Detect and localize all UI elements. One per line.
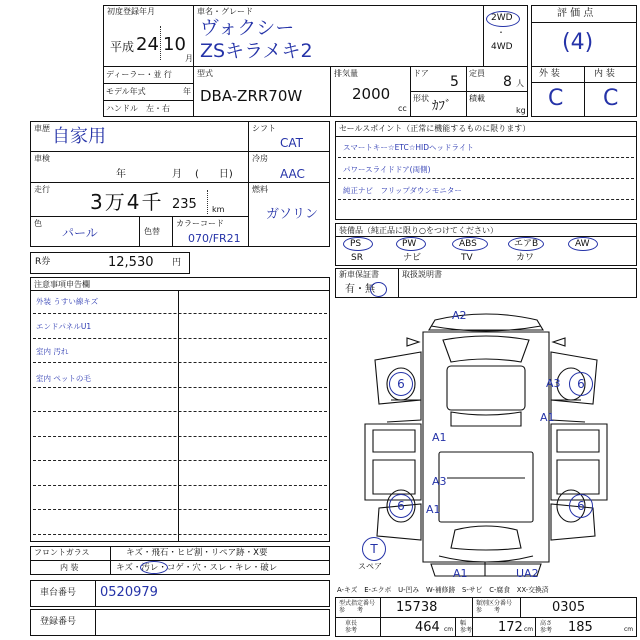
dealer-label: ディーラー・並 行 [106,70,172,79]
interior-cond-label: 内 装 [60,563,79,572]
displacement-value: 2000 [352,85,391,103]
model-name-label: 車名・グレード [197,7,253,16]
usage-value: 自家用 [52,126,106,147]
doors-label: ドア [413,69,429,78]
mileage-value: 3万4千 [90,190,164,214]
note-rule-line [33,436,327,437]
ac-value: AAC [280,167,305,181]
equip-aw: AW [575,239,590,249]
exterior-label: 外 装 [539,69,560,79]
fuel-value: ガソリン [266,207,319,222]
damage-mark: UA2 [516,567,539,580]
note-item: 室内 汚れ [36,347,69,356]
damage-mark: A1 [432,431,447,444]
spare-label: スペア [358,562,382,571]
damage-mark: A1 [426,503,441,516]
inspection-month: 月 [172,169,182,180]
model-type-value: 15738 [396,600,438,615]
length-label: 車長 参考 [345,620,358,635]
note-item: エンドパネルU1 [36,322,92,331]
ac-label: 冷房 [252,154,268,163]
equip-pw: PW [402,239,417,249]
reg-month: 10 [163,34,186,55]
interior-cond-value: キズ・汚レ・コゲ・穴・スレ・キレ・破レ [116,563,278,573]
damage-legend: A-キズ E-エクボ U-凹み W-補修跡 S-サビ C-腐食 XX-交換済 [337,586,549,594]
equip-leather: カワ [516,253,535,263]
type-value: DBA-ZRR70W [200,87,303,105]
damage-mark: A2 [452,309,467,322]
class-label: 類別区分番号 参 考 [476,600,513,615]
drive-4wd: 4WD [491,42,513,52]
interior-dirty-circle [140,561,168,574]
width-label: 幅 参考 [460,620,473,635]
mileage-unit: km [212,205,225,214]
color-value: パール [62,226,98,240]
sales-point-item: 純正ナビ フリップダウンモニター [343,186,462,195]
usage-label: 車歴 [34,124,50,133]
sales-point-item: パワースライドドア(両側) [343,165,431,174]
model-type-label: 型式指定番号 参 考 [339,600,376,615]
type-label: 型式 [197,69,213,78]
handle-label: ハンドル 左・右 [106,104,170,113]
class-value: 0305 [552,600,586,615]
color-change-label: 色替 [144,227,160,236]
height-unit: cm [624,626,634,633]
displacement-unit: cc [398,104,407,113]
first-reg-label: 初度登録年月 [107,7,155,16]
color-code-label: カラーコード [176,219,224,228]
note-rule-line [33,411,327,412]
height-label: 高さ 参考 [540,620,553,635]
recycle-value: 12,530 [108,255,154,270]
tire-mark-rear-left: 6 [389,494,413,518]
capacity-value: 8 [503,74,512,90]
notes-label: 注意事項申告欄 [34,280,90,289]
capacity-unit: 人 [516,79,524,88]
damage-mark: A3 [432,475,447,488]
manual-label: 取扱説明書 [402,270,442,279]
capacity-label: 定員 [469,69,485,78]
load-label: 積載 [469,94,485,103]
damage-mark: A1 [540,411,555,424]
note-rule-line [33,485,327,486]
sales-point-item: スマートキー☆ETC☆HIDヘッドライト [343,143,474,152]
mileage-extra: 235 [172,197,197,212]
warranty-value: 有・無 [345,284,375,295]
chassis-value: 0520979 [100,585,158,600]
recycle-unit: 円 [172,258,182,268]
tire-mark-front-right: 6 [569,372,593,396]
drive-2wd: 2WD [491,13,513,23]
grade: ZSキラメキ2 [200,40,313,62]
displacement-label: 排気量 [334,69,358,78]
length-unit: cm [444,626,454,633]
score-value: (4) [562,30,594,55]
note-rule-line [33,313,327,314]
month-unit: 月 [185,54,193,63]
doors-value: 5 [450,74,459,90]
equip-abs: ABS [459,239,477,249]
model-year-label: モデル年式 [106,87,146,96]
note-item: 室内 ペットの毛 [36,374,91,383]
sales-points-label: セールスポイント（正常に機能するものに限ります） [339,124,531,133]
notes-box [30,277,330,542]
warranty-label: 新車保証書 [339,270,379,279]
equip-ps: PS [350,239,362,249]
era: 平成 [110,40,135,54]
chassis-label: 車台番号 [40,588,77,598]
width-unit: cm [524,626,534,633]
registration-label: 登録番号 [40,617,77,627]
note-rule-line [33,534,327,535]
drive-dot: ・ [497,28,505,37]
width-value: 172 [498,620,523,635]
reg-year: 24 [136,34,159,55]
damage-mark: A3 [546,377,561,390]
warranty-circle [370,282,387,297]
model-year-unit: 年 [183,87,191,96]
note-rule-line [33,387,327,388]
equip-tv: TV [461,253,473,263]
shift-label: シフト [252,124,276,133]
mileage-label: 走行 [34,185,50,194]
equip-airbag: エアB [514,239,539,249]
color-code-value: 070/FR21 [188,232,241,245]
load-unit: kg [516,106,526,115]
tire-mark-front-left: 6 [389,372,413,396]
exterior-value: C [548,86,564,111]
height-value: 185 [568,620,593,635]
windshield-value: キズ・飛石・ヒビ割・リペア跡・X要 [126,548,268,558]
shape-label: 形状 [413,94,429,103]
model-name: ヴォクシー [200,17,295,39]
equip-navi: ナビ [403,253,422,263]
note-rule-line [33,509,327,510]
spare-tire-mark: T [362,537,386,561]
inspection-year: 年 [116,169,126,180]
inspection-label: 車検 [34,154,50,163]
recycle-label: R券 [35,257,51,267]
note-rule-line [33,460,327,461]
damage-mark: A1 [453,567,468,580]
score-label: 評 価 点 [557,8,594,19]
interior-value: C [603,86,619,111]
tire-mark-rear-right: 6 [569,494,593,518]
equip-sr: SR [351,253,363,263]
shape-value: ｶﾌﾞ [432,99,452,114]
fuel-label: 燃料 [252,185,268,194]
color-label: 色 [34,219,42,228]
note-item: 外装 うすい線キズ [36,297,99,306]
note-rule-line [33,362,327,363]
length-value: 464 [415,620,440,635]
inspection-day: ( 日) [195,169,233,180]
shift-value: CAT [280,136,303,150]
interior-label: 内 装 [594,69,615,79]
windshield-label: フロントガラス [34,548,90,557]
equipment-label: 装備品（純正品に限り○をつけてください） [339,226,498,235]
note-rule-line [33,338,327,339]
